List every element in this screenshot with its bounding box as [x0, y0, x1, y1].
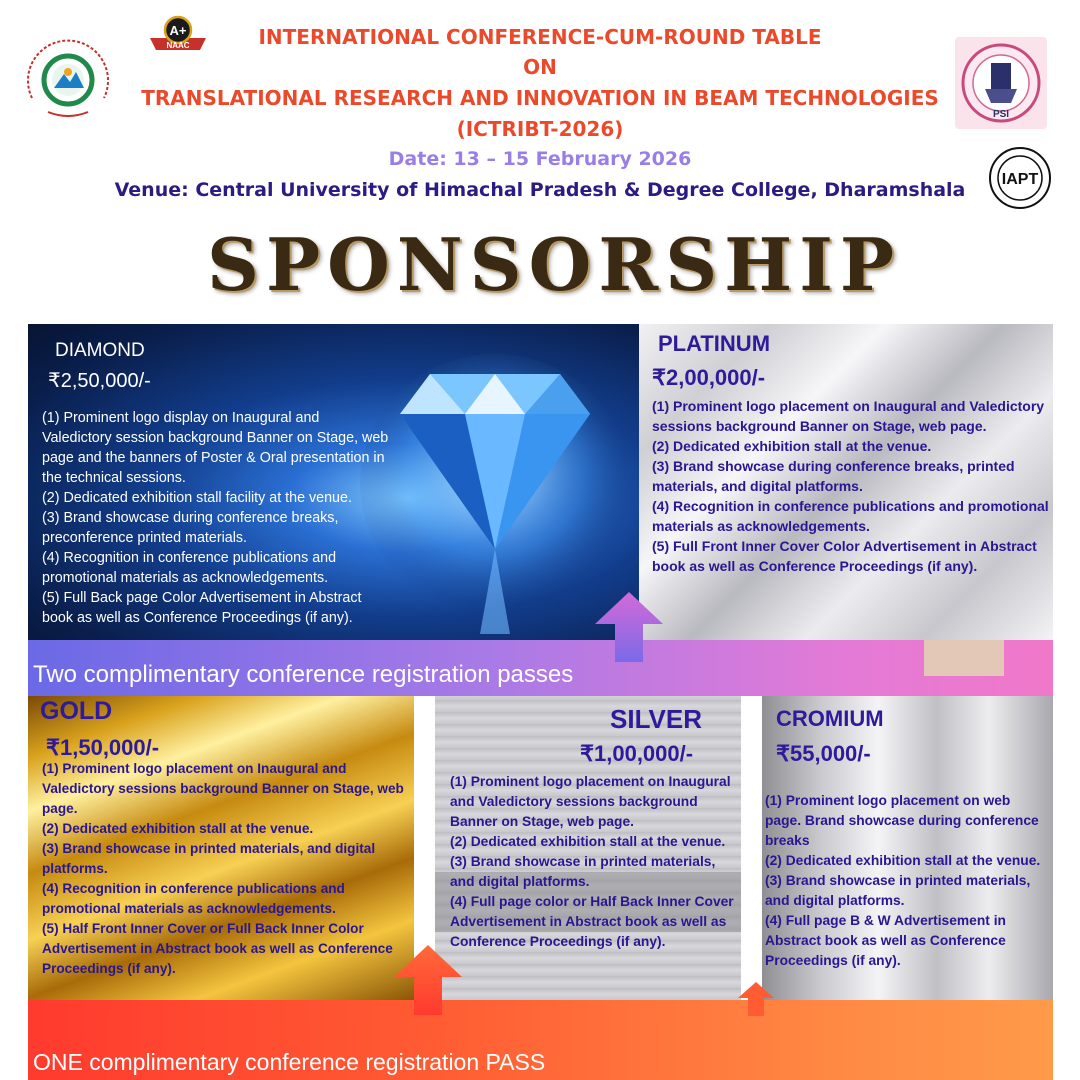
platinum-benefit: (5) Full Front Inner Cover Color Advertisement in Abstract book as well as Conference Proceedings (if any).	[652, 538, 1037, 574]
conference-title-line2: ON	[523, 55, 557, 79]
diamond-tier-price: ₹2,50,000/-	[48, 370, 151, 392]
cromium-benefits	[765, 791, 1050, 971]
svg-text:IAPT: IAPT	[1001, 171, 1039, 188]
silver-benefit: (1) Prominent logo placement on Inaugural and Valedictory sessions background Banner on Stage, web page.	[450, 774, 731, 829]
sponsorship-heading: SPONSORSHIP	[206, 222, 902, 307]
diamond-gem-icon	[360, 334, 630, 634]
conference-venue: Venue: Central University of Himachal Pradesh & Degree College, Dharamshala	[114, 179, 966, 201]
cromium-benefit: (1) Prominent logo placement on web page. Brand showcase during conference breaks	[765, 793, 1039, 848]
cuhp-logo-icon	[18, 20, 118, 130]
conference-title-line1: INTERNATIONAL CONFERENCE-CUM-ROUND TABLE	[258, 25, 822, 49]
silver-benefit: (4) Full page color or Half Back Inner Cover Advertisement in Abstract book as well as Conference Proceedings (if any).	[450, 894, 734, 949]
arrow-up-icon	[593, 590, 665, 662]
diamond-benefits	[42, 408, 392, 628]
platinum-benefit: (1) Prominent logo placement on Inaugural and Valedictory sessions background Banner on Stage, web page.	[652, 398, 1045, 434]
cromium-benefit: (2) Dedicated exhibition stall at the venue.	[765, 853, 1041, 868]
platinum-benefit: (2) Dedicated exhibition stall at the venue.	[652, 438, 932, 454]
diamond-benefit: (3) Brand showcase during conference breaks, preconference printed materials.	[42, 510, 339, 546]
svg-text:PSI: PSI	[992, 109, 1010, 120]
cromium-tier-name: CROMIUM	[776, 706, 884, 731]
diamond-benefit: (1) Prominent logo display on Inaugural and Valedictory session background Banner on Stage, web page and the banners of Poster & Oral presentation in the technical sessions.	[42, 410, 389, 486]
diamond-benefit: (2) Dedicated exhibition stall facility at the venue.	[42, 490, 352, 506]
platinum-tier-price: ₹2,00,000/-	[652, 365, 766, 390]
conference-title-line3: TRANSLATIONAL RESEARCH AND INNOVATION IN BEAM TECHNOLOGIES	[141, 86, 939, 110]
gold-tier-name: GOLD	[40, 697, 113, 725]
silver-tier-name: SILVER	[610, 704, 702, 734]
cromium-benefit: (3) Brand showcase in printed materials, and digital platforms.	[765, 873, 1031, 908]
gold-benefits	[42, 759, 414, 979]
gold-tier-price: ₹1,50,000/-	[46, 735, 160, 760]
diamond-benefit: (5) Full Back page Color Advertisement in Abstract book as well as Conference Proceedings (if any).	[42, 590, 362, 626]
silver-benefits	[450, 772, 740, 952]
platinum-benefit: (3) Brand showcase during conference breaks, printed materials, and digital platforms.	[652, 458, 1015, 494]
platinum-tier-name: PLATINUM	[658, 331, 771, 356]
decorative-block	[924, 640, 1004, 676]
complimentary-pass-one: ONE complimentary conference registration PASS	[33, 1049, 546, 1075]
gold-benefit: (2) Dedicated exhibition stall at the venue.	[42, 821, 314, 836]
svg-text:A+: A+	[169, 23, 187, 38]
conference-acronym: (ICTRIBT-2026)	[456, 117, 624, 141]
silver-tier-price: ₹1,00,000/-	[580, 741, 694, 766]
silver-benefit: (3) Brand showcase in printed materials, and digital platforms.	[450, 854, 716, 889]
diamond-tier-name: DIAMOND	[55, 340, 145, 361]
cromium-tier-price: ₹55,000/-	[776, 741, 871, 766]
gold-benefit: (5) Half Front Inner Cover or Full Back Inner Color Advertisement in Abstract book as well as Conference Proceedings (if any).	[42, 921, 393, 976]
gold-benefit: (4) Recognition in conference publications and promotional materials as acknowledgements.	[42, 881, 345, 916]
psi-logo-icon	[955, 37, 1047, 129]
conference-date: Date: 13 – 15 February 2026	[388, 148, 692, 170]
silver-benefit: (2) Dedicated exhibition stall at the venue.	[450, 834, 726, 849]
diamond-benefit: (4) Recognition in conference publications and promotional materials as acknowledgements.	[42, 550, 337, 586]
complimentary-passes-two: Two complimentary conference registration passes	[33, 661, 574, 688]
svg-text:NAAC: NAAC	[166, 41, 190, 50]
platinum-benefits	[652, 396, 1052, 576]
arrow-up-icon	[736, 980, 776, 1016]
cromium-benefit: (4) Full page B & W Advertisement in Abstract book as well as Conference Proceedings (if any).	[765, 913, 1006, 968]
platinum-benefit: (4) Recognition in conference publications and promotional materials as acknowledgements.	[652, 498, 1049, 534]
gold-benefit: (1) Prominent logo placement on Inaugural and Valedictory sessions background Banner on Stage, web page.	[42, 761, 404, 816]
gold-benefit: (3) Brand showcase in printed materials, and digital platforms.	[42, 841, 376, 876]
